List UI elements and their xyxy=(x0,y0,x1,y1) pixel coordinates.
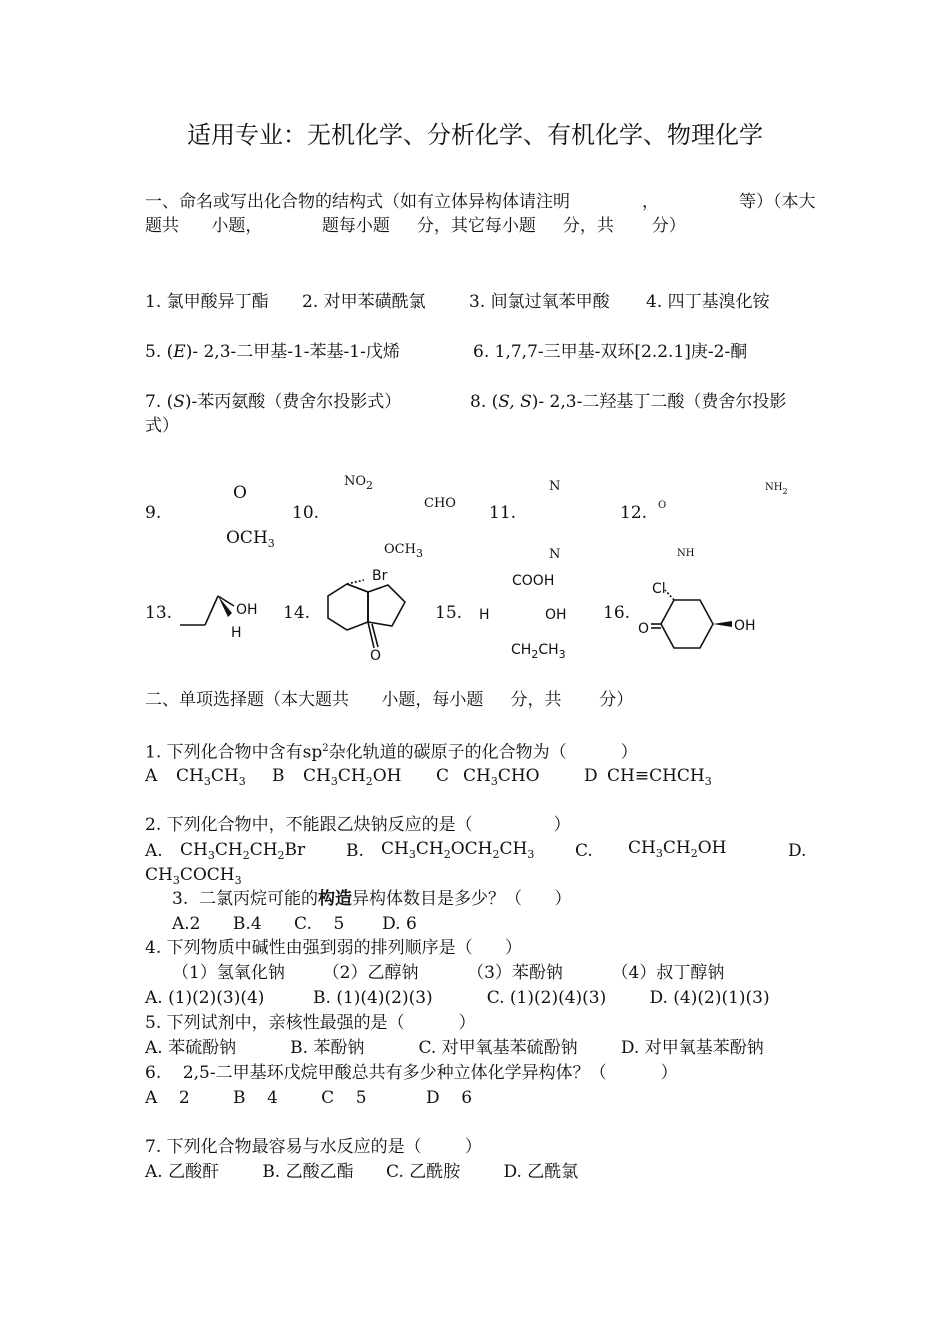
s15-hydroxyl: OH xyxy=(545,607,567,623)
s12-nh: NH xyxy=(677,548,695,559)
section1-heading-part-a: 一、命名或写出化合物的结构式（如有立体异构体请注明 xyxy=(145,192,570,212)
s2-q1-option-c-label: C xyxy=(436,766,450,786)
section1-heading-part-b: ， xyxy=(642,192,659,212)
s2-question-3-options: A.2 B.4 C. 5 D. 6 xyxy=(172,914,417,934)
s2-q2-option-d-label: D. xyxy=(788,841,807,861)
s2-question-7-options: A. 乙酸酐 B. 乙酸乙酯 C. 乙酰胺 D. 乙酰氯 xyxy=(145,1162,579,1182)
s14-bromine: Br xyxy=(372,568,388,584)
s2-q1-option-c: $CH_3CHO$ xyxy=(463,766,540,788)
s2-q2-option-c-label: C. xyxy=(575,841,593,861)
s2-q2-option-b: $CH_3CH_2OCH_2CH_3$ xyxy=(381,839,535,861)
s1-number-12: 12. xyxy=(620,503,648,523)
q7-rest: )-苯丙氨酸（费舍尔投影式） xyxy=(184,392,402,412)
s13-hydrogen: H xyxy=(231,625,242,641)
section2-heading: 二、单项选择题（本大题共 小题，每小题 分，共 分） xyxy=(145,690,634,710)
s2-question-6-stem: 6. 2,5-二甲基环戊烷甲酸总共有多少种立体化学异构体？（ ） xyxy=(145,1063,678,1083)
s16-oxygen: O xyxy=(638,621,650,637)
s15-carboxyl: COOH xyxy=(512,573,555,589)
s1-number-13: 13. xyxy=(145,603,173,623)
s10-nitro: $NO_2$ xyxy=(344,474,374,492)
s2-question-7-stem: 7. 下列化合物最容易与水反应的是（ ） xyxy=(145,1137,482,1157)
s2-question-1-stem: 1. 下列化合物中含有$sp^2$杂化轨道的碳原子的化合物为（ ） xyxy=(145,742,638,763)
s13-hydroxyl: OH xyxy=(236,602,258,618)
q7-config: S xyxy=(173,392,185,412)
q5-config: E xyxy=(173,342,186,362)
s1-number-10: 10. xyxy=(292,503,320,523)
s14-oxygen: O xyxy=(370,648,382,664)
s11-nitrogen-top: N xyxy=(549,479,561,494)
q7-prefix: 7. ( xyxy=(145,392,174,412)
q8-prefix: 8. ( xyxy=(470,392,499,412)
section1-heading-part-c: 等）（本大 xyxy=(739,192,816,212)
s2-q1-option-b-label: B xyxy=(272,766,285,786)
s2-q2-option-a: $CH_3CH_2CH_2Br$ xyxy=(180,840,306,862)
s10-aldehyde: CHO xyxy=(424,496,456,511)
q8-rest: )- 2,3-二羟基丁二酸（费舍尔投影 xyxy=(531,392,787,412)
s2-question-2-stem: 2. 下列化合物中，不能跟乙炔钠反应的是（ ） xyxy=(145,815,571,835)
s2-q2-option-b-label: B. xyxy=(346,841,364,861)
section1-heading-line2: 题共 小题， 题每小题 分，其它每小题 分，共 分） xyxy=(145,216,686,236)
page-title: 适用专业：无机化学、分析化学、有机化学、物理化学 xyxy=(187,121,763,149)
s11-nitrogen-bottom: N xyxy=(549,547,561,562)
s12-amino: $NH_2$ xyxy=(765,482,788,496)
s16-chlorine: Cl xyxy=(652,581,666,597)
s2-question-6-options: A 2 B 4 C 5 D 6 xyxy=(145,1088,473,1108)
s12-oxygen: O xyxy=(658,500,667,511)
s9-carbonyl-o: O xyxy=(233,483,247,503)
s2-question-4-items: （1）氢氧化钠 （2）乙醇钠 （3）苯酚钠 （4）叔丁醇钠 xyxy=(172,963,725,983)
q8-config: S, S xyxy=(498,392,532,412)
s1-number-11: 11. xyxy=(489,503,517,523)
s9-methoxy: $OCH_3$ xyxy=(226,528,275,550)
s1-question-3: 3. 间氯过氧苯甲酸 xyxy=(469,292,610,312)
s1-number-9: 9. xyxy=(145,503,162,523)
s2-question-5-stem: 5. 下列试剂中，亲核性最强的是（ ） xyxy=(145,1013,476,1033)
s10-methoxy: $OCH_3$ xyxy=(384,542,423,560)
s16-hydroxyl: OH xyxy=(734,618,756,634)
s1-number-16: 16. xyxy=(603,603,631,623)
s2-question-4-options: A. (1)(2)(3)(4) B. (1)(4)(2)(3) C. (1)(2)(4)(3) D. (4)(2)(1)(3) xyxy=(145,988,770,1008)
s2-question-5-options: A. 苯硫酚钠 B. 苯酚钠 C. 对甲氧基苯硫酚钠 D. 对甲氧基苯酚钠 xyxy=(145,1038,764,1058)
s2-question-4-stem: 4. 下列物质中碱性由强到弱的排列顺序是（ ） xyxy=(145,938,523,958)
s1-question-4: 4. 四丁基溴化铵 xyxy=(646,292,770,312)
s15-ethyl: $CH_2CH_3$ xyxy=(511,642,566,661)
s1-question-6: 6. 1,7,7-三甲基-双环[2.2.1]庚-2-酮 xyxy=(473,342,748,362)
s1-question-1: 1. 氯甲酸异丁酯 xyxy=(145,292,269,312)
q5-rest: )- 2,3-二甲基-1-苯基-1-戊烯 xyxy=(185,342,400,362)
s2-q1-option-d-label: D xyxy=(584,766,598,786)
s2-question-3-stem: 3. 二氯丙烷可能的构造异构体数目是多少？（ ） xyxy=(172,889,572,909)
s1-question-8-line2: 式） xyxy=(145,416,179,436)
s2-q2-option-a-label: A. xyxy=(145,841,163,861)
s2-q1-option-b: $CH_3CH_2OH$ xyxy=(303,766,402,788)
s15-hydrogen: H xyxy=(479,607,490,623)
s1-number-15: 15. xyxy=(435,603,463,623)
s2-q1-option-a-label: A xyxy=(145,766,158,786)
s1-question-2: 2. 对甲苯磺酰氯 xyxy=(302,292,426,312)
q5-prefix: 5. ( xyxy=(145,342,174,362)
s1-number-14: 14. xyxy=(283,603,311,623)
s2-q1-option-a: $CH_3CH_3$ xyxy=(176,766,246,788)
s2-q2-option-c: $CH_3CH_2OH$ xyxy=(628,838,727,860)
s2-q2-option-d: $CH_3COCH_3$ xyxy=(145,865,242,887)
s2-q1-option-d: $CH\equiv CHCH_3$ xyxy=(607,766,712,788)
